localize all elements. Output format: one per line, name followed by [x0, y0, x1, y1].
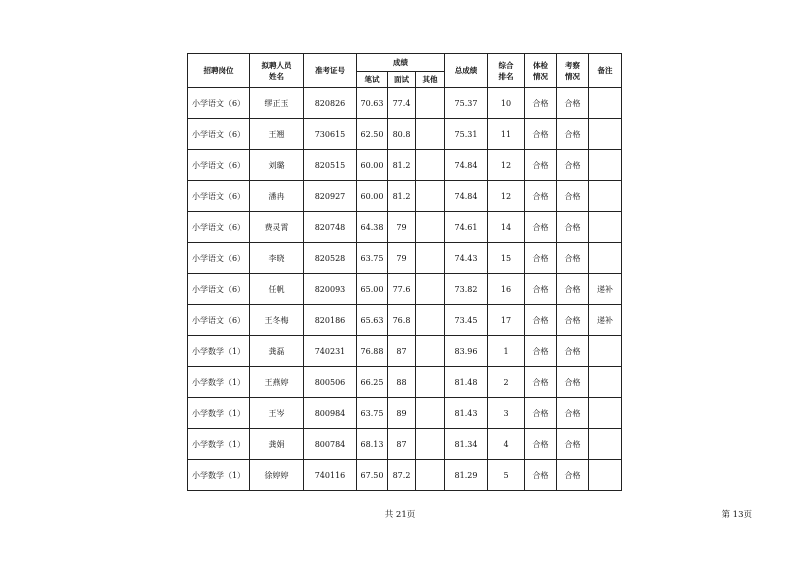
cell-physical: 合格 — [525, 274, 557, 305]
header-note: 备注 — [589, 54, 622, 88]
cell-physical: 合格 — [525, 336, 557, 367]
cell-note — [589, 150, 622, 181]
cell-rank: 17 — [488, 305, 525, 336]
header-rank-line2: 排名 — [498, 71, 514, 81]
cell-ticket: 800984 — [304, 398, 357, 429]
cell-note — [589, 181, 622, 212]
cell-physical: 合格 — [525, 88, 557, 119]
table-row — [188, 212, 622, 243]
cell-interview: 77.6 — [388, 274, 416, 305]
cell-interview: 81.2 — [388, 181, 416, 212]
cell-name: 刘璐 — [250, 150, 304, 181]
table-row — [188, 429, 622, 460]
header-inspect — [557, 54, 589, 88]
cell-note — [589, 212, 622, 243]
cell-position: 小学语文（6） — [188, 88, 250, 119]
table-row — [188, 398, 622, 429]
cell-written: 68.13 — [357, 429, 388, 460]
cell-total: 83.96 — [445, 336, 488, 367]
header-position: 招聘岗位 — [188, 54, 250, 88]
cell-total: 73.45 — [445, 305, 488, 336]
cell-name: 费灵霄 — [250, 212, 304, 243]
cell-rank: 3 — [488, 398, 525, 429]
cell-written: 70.63 — [357, 88, 388, 119]
cell-physical: 合格 — [525, 460, 557, 491]
cell-other — [416, 212, 445, 243]
cell-physical: 合格 — [525, 367, 557, 398]
cell-name: 缪正玉 — [250, 88, 304, 119]
header-physical-line2: 情况 — [533, 71, 548, 81]
cell-inspect: 合格 — [557, 429, 589, 460]
cell-written: 76.88 — [357, 336, 388, 367]
cell-other — [416, 181, 445, 212]
cell-physical: 合格 — [525, 212, 557, 243]
header-interview: 面试 — [388, 72, 416, 88]
header-rank-line1: 综合 — [498, 60, 514, 70]
cell-inspect: 合格 — [557, 181, 589, 212]
header-written: 笔试 — [357, 72, 388, 88]
cell-interview: 81.2 — [388, 150, 416, 181]
cell-name: 王燕婷 — [250, 367, 304, 398]
cell-total: 81.43 — [445, 398, 488, 429]
cell-interview: 80.8 — [388, 119, 416, 150]
cell-name: 王翘 — [250, 119, 304, 150]
header-name-line2: 姓名 — [269, 71, 284, 81]
header-inspect-line2: 情况 — [565, 71, 580, 81]
table-row — [188, 181, 622, 212]
cell-rank: 12 — [488, 150, 525, 181]
header-physical-line1: 体检 — [533, 60, 548, 70]
cell-other — [416, 460, 445, 491]
cell-ticket: 820927 — [304, 181, 357, 212]
cell-interview: 79 — [388, 212, 416, 243]
cell-physical: 合格 — [525, 305, 557, 336]
cell-position: 小学语文（6） — [188, 119, 250, 150]
cell-other — [416, 274, 445, 305]
cell-total: 75.37 — [445, 88, 488, 119]
cell-ticket: 800506 — [304, 367, 357, 398]
cell-rank: 4 — [488, 429, 525, 460]
table-body — [188, 88, 622, 491]
cell-written: 62.50 — [357, 119, 388, 150]
cell-note: 递补 — [589, 274, 622, 305]
cell-ticket: 820093 — [304, 274, 357, 305]
cell-interview: 77.4 — [388, 88, 416, 119]
cell-physical: 合格 — [525, 119, 557, 150]
cell-name: 李晓 — [250, 243, 304, 274]
table-row — [188, 88, 622, 119]
cell-other — [416, 429, 445, 460]
table-row — [188, 243, 622, 274]
cell-inspect: 合格 — [557, 305, 589, 336]
cell-physical: 合格 — [525, 243, 557, 274]
table-row — [188, 460, 622, 491]
cell-total: 74.84 — [445, 181, 488, 212]
cell-total: 75.31 — [445, 119, 488, 150]
cell-ticket: 820748 — [304, 212, 357, 243]
cell-rank: 11 — [488, 119, 525, 150]
cell-inspect: 合格 — [557, 398, 589, 429]
cell-name: 龚娟 — [250, 429, 304, 460]
cell-note — [589, 460, 622, 491]
cell-inspect: 合格 — [557, 243, 589, 274]
cell-position: 小学数学（1） — [188, 367, 250, 398]
cell-other — [416, 305, 445, 336]
cell-total: 81.29 — [445, 460, 488, 491]
cell-name: 王岑 — [250, 398, 304, 429]
cell-position: 小学数学（1） — [188, 336, 250, 367]
cell-rank: 15 — [488, 243, 525, 274]
cell-ticket: 820515 — [304, 150, 357, 181]
cell-rank: 14 — [488, 212, 525, 243]
table-row — [188, 336, 622, 367]
cell-ticket: 820826 — [304, 88, 357, 119]
table-row — [188, 305, 622, 336]
header-rank — [488, 54, 525, 88]
cell-note — [589, 367, 622, 398]
cell-note — [589, 88, 622, 119]
table-row — [188, 119, 622, 150]
header-scores: 成绩 — [357, 54, 445, 72]
cell-total: 73.82 — [445, 274, 488, 305]
cell-total: 74.61 — [445, 212, 488, 243]
cell-other — [416, 88, 445, 119]
cell-rank: 10 — [488, 88, 525, 119]
cell-position: 小学语文（6） — [188, 212, 250, 243]
header-other: 其他 — [416, 72, 445, 88]
cell-inspect: 合格 — [557, 336, 589, 367]
page-number: 第 13页 — [721, 510, 752, 520]
cell-position: 小学数学（1） — [188, 398, 250, 429]
cell-note — [589, 119, 622, 150]
cell-interview: 76.8 — [388, 305, 416, 336]
cell-other — [416, 243, 445, 274]
cell-interview: 87.2 — [388, 460, 416, 491]
cell-name: 任帆 — [250, 274, 304, 305]
cell-written: 67.50 — [357, 460, 388, 491]
cell-written: 66.25 — [357, 367, 388, 398]
cell-physical: 合格 — [525, 181, 557, 212]
cell-ticket: 820528 — [304, 243, 357, 274]
cell-written: 60.00 — [357, 181, 388, 212]
results-table — [187, 53, 622, 491]
cell-other — [416, 150, 445, 181]
cell-ticket: 800784 — [304, 429, 357, 460]
cell-total: 81.48 — [445, 367, 488, 398]
table-row — [188, 150, 622, 181]
cell-position: 小学语文（6） — [188, 305, 250, 336]
cell-interview: 87 — [388, 429, 416, 460]
cell-ticket: 740231 — [304, 336, 357, 367]
cell-written: 65.63 — [357, 305, 388, 336]
total-pages: 共 21页 — [384, 510, 416, 520]
cell-position: 小学语文（6） — [188, 150, 250, 181]
cell-written: 60.00 — [357, 150, 388, 181]
cell-position: 小学语文（6） — [188, 181, 250, 212]
cell-name: 潘冉 — [250, 181, 304, 212]
header-physical — [525, 54, 557, 88]
cell-interview: 89 — [388, 398, 416, 429]
cell-ticket: 820186 — [304, 305, 357, 336]
cell-note — [589, 243, 622, 274]
cell-ticket: 740116 — [304, 460, 357, 491]
cell-note — [589, 336, 622, 367]
cell-physical: 合格 — [525, 398, 557, 429]
cell-rank: 12 — [488, 181, 525, 212]
cell-inspect: 合格 — [557, 212, 589, 243]
cell-position: 小学数学（1） — [188, 429, 250, 460]
cell-rank: 2 — [488, 367, 525, 398]
cell-position: 小学语文（6） — [188, 243, 250, 274]
header-total: 总成绩 — [445, 54, 488, 88]
cell-ticket: 730615 — [304, 119, 357, 150]
cell-rank: 16 — [488, 274, 525, 305]
cell-name: 龚磊 — [250, 336, 304, 367]
cell-inspect: 合格 — [557, 460, 589, 491]
cell-rank: 1 — [488, 336, 525, 367]
cell-other — [416, 336, 445, 367]
cell-total: 81.34 — [445, 429, 488, 460]
cell-note — [589, 398, 622, 429]
cell-interview: 88 — [388, 367, 416, 398]
cell-position: 小学数学（1） — [188, 460, 250, 491]
cell-inspect: 合格 — [557, 367, 589, 398]
table-row — [188, 274, 622, 305]
cell-other — [416, 119, 445, 150]
cell-other — [416, 367, 445, 398]
header-ticket: 准考证号 — [304, 54, 357, 88]
cell-written: 65.00 — [357, 274, 388, 305]
cell-total: 74.84 — [445, 150, 488, 181]
cell-interview: 87 — [388, 336, 416, 367]
cell-note — [589, 429, 622, 460]
cell-name: 徐婷婷 — [250, 460, 304, 491]
header-inspect-line1: 考察 — [565, 60, 580, 70]
cell-physical: 合格 — [525, 150, 557, 181]
cell-rank: 5 — [488, 460, 525, 491]
cell-inspect: 合格 — [557, 150, 589, 181]
cell-inspect: 合格 — [557, 119, 589, 150]
cell-position: 小学语文（6） — [188, 274, 250, 305]
cell-note: 递补 — [589, 305, 622, 336]
cell-inspect: 合格 — [557, 274, 589, 305]
cell-written: 63.75 — [357, 398, 388, 429]
cell-name: 王冬梅 — [250, 305, 304, 336]
cell-written: 64.38 — [357, 212, 388, 243]
cell-total: 74.43 — [445, 243, 488, 274]
cell-other — [416, 398, 445, 429]
cell-interview: 79 — [388, 243, 416, 274]
header-name — [250, 54, 304, 88]
cell-inspect: 合格 — [557, 88, 589, 119]
cell-physical: 合格 — [525, 429, 557, 460]
cell-written: 63.75 — [357, 243, 388, 274]
table-row — [188, 367, 622, 398]
header-name-line1: 拟聘人员 — [261, 60, 292, 70]
